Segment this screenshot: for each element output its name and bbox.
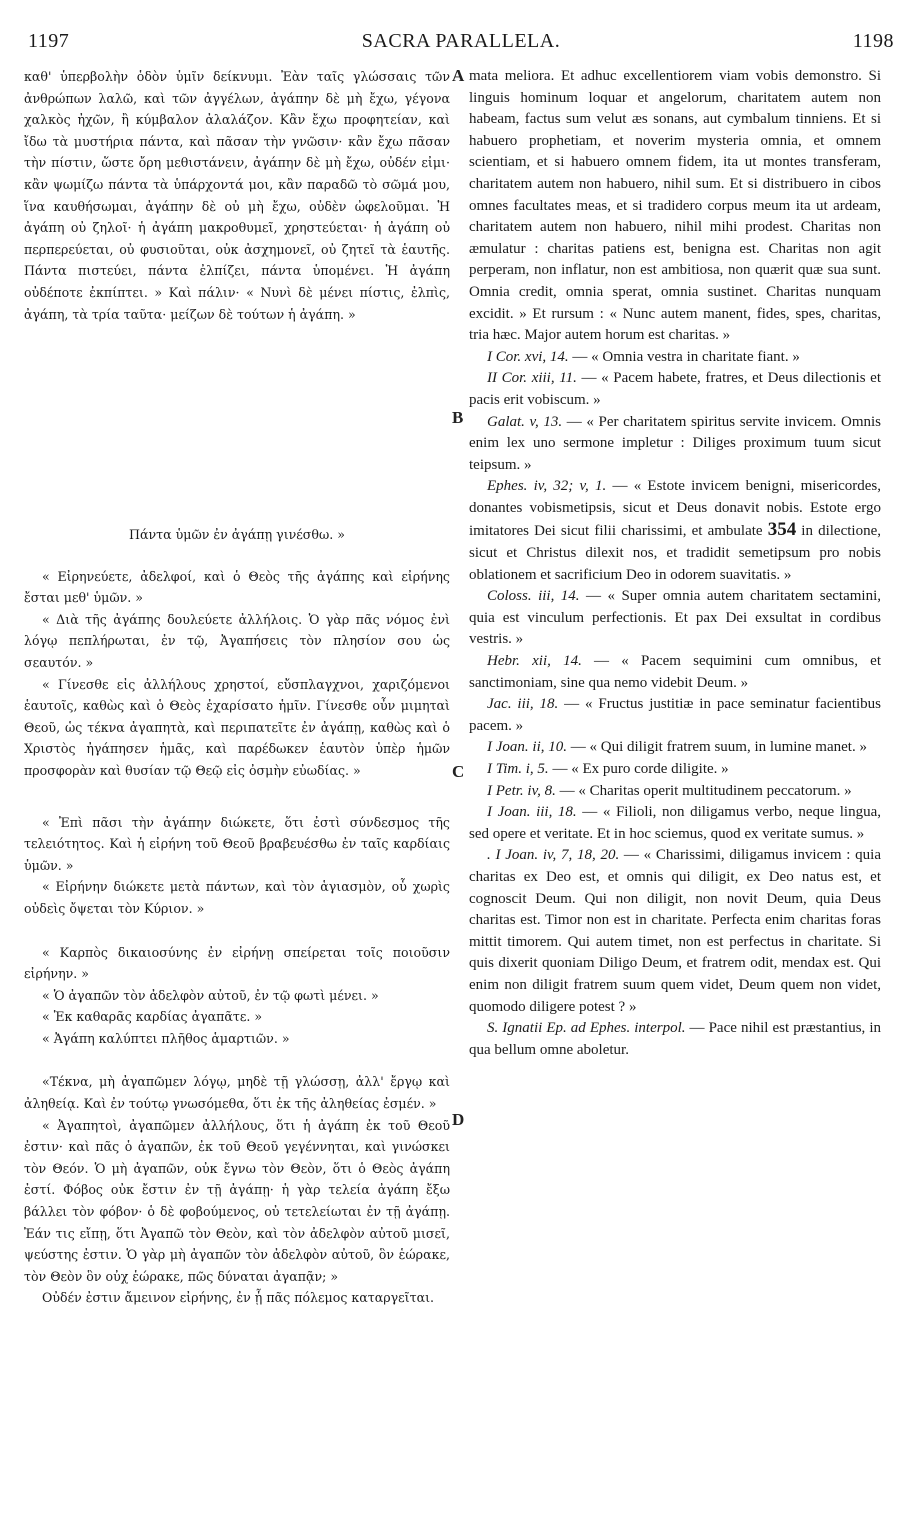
latin-text: — « Ex puro corde diligite. » [548,761,729,777]
latin-text: — « Pacem habete, fratres, et Deus dilectionis et pacis erit vobiscum. » [469,370,881,408]
scripture-reference: I Tim. i, 5. [487,761,549,777]
scripture-reference: S. Ignatii Ep. ad Ephes. interpol. [487,1020,686,1037]
latin-passage [469,412,881,477]
greek-passage-jac3: « Καρπὸς δικαιοσύνης ἐν εἰρήνῃ σπείρεται τοῖς ποιοῦσιν εἰρήνην. » [24,944,450,982]
latin-text: — « Omnia vestra in charitate fiant. » [568,348,800,365]
latin-text: — « Charissimi, diligamus invicem : quia charitas ex Deo est, et omnis qui diligit, ex Deo natus est, et cognoscit Deum. Qui non diligit, non novit Deum, quia Deus charitas est. Timor non est in charitate. Perfecta enim charitas foras mittit timorem. Qui autem timet, non est perfectus in charitate. Si quis dixerit quoniam Diligo Deum, et fratrem odit, mendax est. Qui enim non diligit fratrem suum quem videt, Deum quem non videt, quomodo diligere potest ? » [469,847,881,1015]
scripture-reference: II Cor. xiii, 11. [487,370,577,387]
scripture-reference: Coloss. iii, 14. [487,588,580,605]
margin-marker-b: B [452,408,464,427]
greek-passage-gal5: « Διὰ τῆς ἀγάπης δουλεύετε ἀλλήλοις. Ὁ γὰρ πᾶς νόμος ἐνὶ λόγῳ πεπλήρωται, ἐν τῷ, Ἀγαπήσεις τὸν πλησίον σου ὡς σεαυτόν. » [24,611,450,670]
greek-passage-col3: « Ἐπὶ πᾶσι τὴν ἀγάπην διώκετε, ὅτι ἐστὶ σύνδεσμος τῆς τελειότητος. Καὶ ἡ εἰρήνη τοῦ Θεοῦ βραβευέσθω ἐν ταῖς καρδίαις ὑμῶν. » [24,814,450,873]
margin-marker-a: A [452,66,465,85]
latin-passage [469,476,881,586]
scripture-reference: Ephes. iv, 32; v, 1. [487,478,607,495]
scripture-reference: I Joan. iii, 18. [487,804,577,821]
page-number-left: 1197 [28,30,70,52]
running-title: SACRA PARALLELA. [361,30,561,52]
latin-text: — Pace nihil est præstantius, in qua bellum omne aboletur. [469,1020,881,1058]
scripture-reference: I Joan. ii, 10. [487,739,567,756]
greek-passage-ignatius: Οὐδέν ἐστιν ἄμεινον εἰρήνης, ἐν ᾗ πᾶς πόλεμος καταργεῖται. [42,1290,435,1306]
latin-text: — « Qui diligit fratrem suum, in lumine manet. » [567,739,867,756]
latin-passage [469,1018,881,1061]
greek-passage-1cor13: καθ' ὑπερβολὴν ὁδὸν ὑμῖν δείκνυμι. Ἐὰν ταῖς γλώσσαις τῶν ἀνθρώπων λαλῶ, καὶ τῶν ἀγγέλων, ἀγάπην δὲ μὴ ἔχω, γέγονα χαλκὸς ἠχῶν, ἢ κύμβαλον ἀλαλάζον. Κἂν ἔχω προφητείαν, καὶ ἴδω τὰ μυστήρια πάντα, καὶ πᾶσαν τὴν γνῶσιν· κἂν ἔχω πᾶσαν τὴν πίστιν, ὥστε ὄρη μεθιστάνειν, ἀγάπην δὲ μὴ ἔχω, οὐδέν εἰμι· κἂν ψωμίζω πάντα τὰ ὑπάρχοντά μοι, κἂν παραδῶ τὸ σῶμά μου, ἵνα καυθήσωμαι, ἀγάπην δὲ οὐ μὴ ἔχω, οὐδὲν ὠφελοῦμαι. Ἡ ἀγάπη οὐ ζηλοῖ· ἡ ἀγάπη μακροθυμεῖ, χρηστεύεται· ἡ ἀγάπη οὐ περπερεύεται, οὐ φυσιοῦται, οὐκ ἀσχημονεῖ, οὐ ζητεῖ τὰ ἑαυτῆς. Πάντα πιστεύει, πάντα ἐλπίζει, πάντα ὑπομένει. Ἡ ἀγάπη οὐδέποτε ἐκπίπτει. » Καὶ πάλιν· « Νυνὶ δὲ μένει πίστις, ἐλπὶς, ἀγάπη, τὰ τρία ταῦτα· μείζων δὲ τούτων ἡ ἀγάπη. » [24,69,450,322]
latin-text: mata meliora. Et adhuc excellentiorem viam vobis demonstro. Si linguis hominum loquar et angelorum, charitatem autem non habeam, factus sum velut æs sonans, aut cymbalum tinniens. Et si habuero prophetiam, et noverim mysteria omnia, et omnem scientiam, et si habuero omnem fidem, ita ut montes transferam, charitatem autem non habuero, nihil sum. Et si distribuero in cibos omnes facultates meas, et si tradidero corpus meum ita ut ardeam, charitatem autem non habuero, nihil mihi prodest. Charitas non æmulatur : charitas patiens est, benigna est. Charitas non agit perperam, non inflatur, non est ambitiosa, non quærit quæ sua sunt. Omnia credit, omnia sperat, omnia sustinet. Charitas nunquam excidit. » Et rursum : « Nunc autem manent, fides, spes, charitas, tria hæc. Major autem horum est charitas. » [469,68,881,344]
latin-text: in dilectione, sicut et Christus dilexit nos, et tradidit semetipsum pro nobis oblationem et sacrificium Deo in odorem suavitatis. » [469,523,881,583]
scripture-reference: Jac. iii, 18. [487,696,559,713]
greek-passage-1joan3: «Τέκνα, μὴ ἀγαπῶμεν λόγῳ, μηδὲ τῇ γλώσσῃ, ἀλλ' ἔργῳ καὶ ἀληθείᾳ. Καὶ ἐν τούτῳ γνωσόμεθα, ὅτι ἐκ τῆς ἀληθείας ἐσμέν. » [24,1074,450,1112]
greek-passage-1cor16: Πάντα ὑμῶν ἐν ἀγάπῃ γινέσθω. » [129,527,345,542]
latin-passage [469,694,881,737]
latin-passage [469,368,881,411]
latin-passage [469,651,881,694]
page-number-right: 1198 [852,30,894,52]
page-header [28,30,894,58]
latin-text: — « Filioli, non diligamus verbo, neque lingua, sed opere et veritate. Et in hoc sciemus, quod ex veritate sumus. » [469,804,881,842]
greek-passage-2cor13: « Εἰρηνεύετε, ἀδελφοί, καὶ ὁ Θεὸς τῆς ἀγάπης καὶ εἰρήνης ἔσται μεθ' ὑμῶν. » [24,568,450,606]
latin-passage-1cor13 [469,66,881,347]
greek-passage-1joan4: « Ἀγαπητοὶ, ἀγαπῶμεν ἀλλήλους, ὅτι ἡ ἀγάπη ἐκ τοῦ Θεοῦ ἐστιν· καὶ πᾶς ὁ ἀγαπῶν, ἐκ τοῦ Θεοῦ γεγέννηται, καὶ γινώσκει τὸν Θεόν. Ὁ μὴ ἀγαπῶν, οὐκ ἔγνω τὸν Θεὸν, ὅτι ὁ Θεὸς ἀγάπη ἐστί. Φόβος οὐκ ἔστιν ἐν τῇ ἀγάπῃ· ἡ γὰρ τελεία ἀγάπη ἔξω βάλλει τὸν φόβον· ὁ δὲ φοβούμενος, οὐ τετελείωται ἐν τῇ ἀγάπῃ. Ἐάν τις εἴπῃ, ὅτι Ἀγαπῶ τὸν Θεὸν, καὶ τὸν ἀδελφὸν αὐτοῦ μισεῖ, ψεύστης ἐστιν. Ὁ γὰρ μὴ ἀγαπῶν τὸν ἀδελφὸν αὐτοῦ, ὃν ἑώρακε, τὸν Θεὸν ὃν οὐχ ἑώρακε, πῶς δύναται ἀγαπᾷν; » [24,1117,450,1284]
latin-passage [469,845,881,1018]
latin-passage [469,586,881,651]
scripture-reference: . I Joan. iv, 7, 18, 20. [487,847,620,864]
latin-text: — « Super omnia autem charitatem sectamini, quia est vinculum perfectionis. Et pax Dei exsultat in cordibus vestris. » [469,588,881,648]
scripture-reference: I Petr. iv, 8. [487,782,556,799]
column-number: 354 [767,519,797,541]
latin-text: — « Pacem sequimini cum omnibus, et sanctimoniam, sine qua nemo videbit Deum. » [469,653,881,691]
scripture-reference: I Cor. xvi, 14. [487,348,569,365]
latin-text: — « Estote invicem benigni, misericordes, donantes vobismetipsis, sicut et Deus donavit nobis. Estote ergo imitatores Dei sicut filii charissimi, et ambulate [469,478,881,540]
latin-passage [469,347,881,369]
latin-text: — « Fructus justitiæ in pace seminatur facientibus pacem. » [469,696,881,734]
scripture-reference: Galat. v, 13. [487,413,563,430]
latin-passage [469,802,881,845]
latin-passage [469,759,881,781]
latin-passage [469,781,881,803]
latin-text: — « Charitas operit multitudinem peccatorum. » [555,782,852,799]
greek-passage-heb12: « Εἰρήνην διώκετε μετὰ πάντων, καὶ τὸν ἁγιασμὸν, οὗ χωρὶς οὐδεὶς ὄψεται τὸν Κύριον. » [24,879,450,916]
greek-passage-1joan2: « Ὁ ἀγαπῶν τὸν ἀδελφὸν αὐτοῦ, ἐν τῷ φωτὶ μένει. » [42,987,379,1003]
latin-passage [469,737,881,759]
greek-passage-1petr4: « Ἀγάπη καλύπτει πλῆθος ἁμαρτιῶν. » [42,1030,290,1046]
greek-column [24,66,450,1520]
greek-passage-eph4: « Γίνεσθε εἰς ἀλλήλους χρηστοί, εὔσπλαγχνοι, χαριζόμενοι ἑαυτοῖς, καθὼς καὶ ὁ Θεὸς ἐχαρίσατο ἡμῖν. Γίνεσθε οὖν μιμηταὶ Θεοῦ, ὡς τέκνα ἀγαπητὰ, καὶ περιπατεῖτε ἐν ἀγάπῃ, καθὼς καὶ ὁ Χριστὸς ἠγάπησεν ἡμᾶς, καὶ παρέδωκεν ἑαυτὸν ὑπὲρ ἡμῶν προσφορὰν καὶ θυσίαν τῷ Θεῷ εἰς ὀσμὴν εὐωδίας. » [24,676,450,778]
scripture-reference: Hebr. xii, 14. [487,653,582,670]
greek-passage-1tim1: « Ἐκ καθαρᾶς καρδίας ἀγαπᾶτε. » [42,1009,263,1025]
latin-text: — « Per charitatem spiritus servite invicem. Omnis enim lex uno sermone impletur : Diliges proximum tuum sicut teipsum. » [469,413,881,473]
latin-column [469,66,881,1520]
margin-marker-d: D [452,1110,465,1129]
margin-marker-c: C [452,762,465,781]
